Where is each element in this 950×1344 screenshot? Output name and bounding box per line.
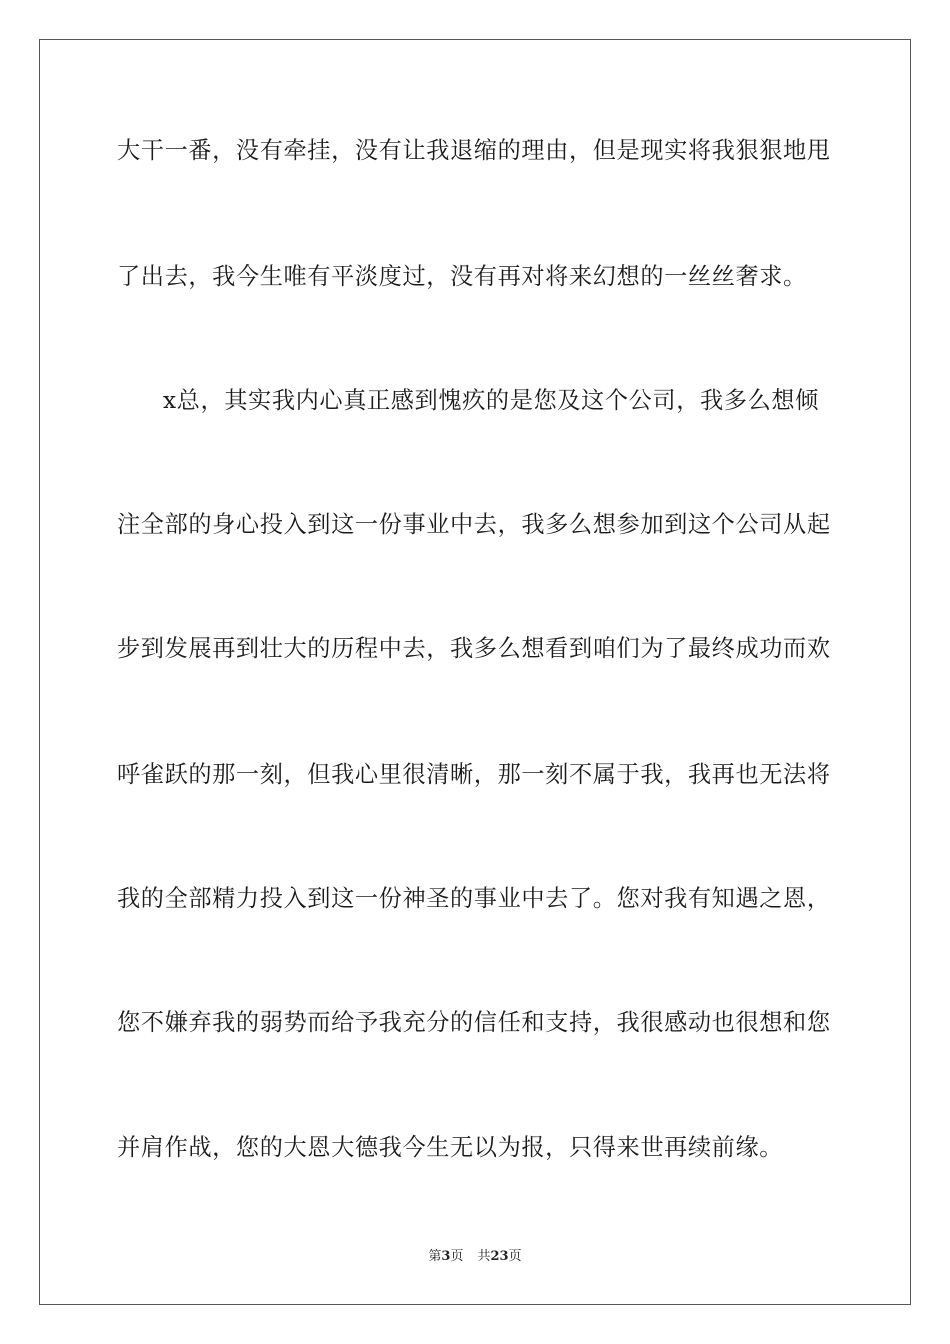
total-pages: 23 bbox=[490, 1249, 509, 1264]
page-border bbox=[39, 39, 911, 1305]
text-line-4: 注全部的身心投入到这一份事业中去，我多么想参加到这个公司从起 bbox=[117, 511, 831, 538]
text-line-1: 大干一番，没有牵挂，没有让我退缩的理由，但是现实将我狠狠地甩 bbox=[117, 137, 831, 164]
text-line-5: 步到发展再到壮大的历程中去，我多么想看到咱们为了最终成功而欢 bbox=[117, 635, 831, 662]
text-line-6: 呼雀跃的那一刻，但我心里很清晰，那一刻不属于我，我再也无法将 bbox=[117, 761, 831, 788]
total-suffix: 页 bbox=[508, 1249, 522, 1264]
page-number: 3 bbox=[441, 1249, 451, 1264]
page-footer bbox=[0, 1249, 950, 1265]
text-line-2: 了出去，我今生唯有平淡度过，没有再对将来幻想的一丝丝奢求。 bbox=[117, 263, 807, 290]
text-line-9: 并肩作战，您的大恩大德我今生无以为报，只得来世再续前缘。 bbox=[117, 1134, 784, 1161]
page-prefix: 第 bbox=[428, 1249, 442, 1264]
text-line-8: 您不嫌弃我的弱势而给予我充分的信任和支持，我很感动也很想和您 bbox=[117, 1009, 831, 1036]
total-prefix: 共 bbox=[477, 1249, 491, 1264]
page-suffix: 页 bbox=[450, 1249, 464, 1264]
text-line-3-paragraph-start: x总，其实我内心真正感到愧疚的是您及这个公司，我多么想倾 bbox=[163, 387, 819, 414]
text-line-7: 我的全部精力投入到这一份神圣的事业中去了。您对我有知遇之恩， bbox=[117, 885, 831, 912]
